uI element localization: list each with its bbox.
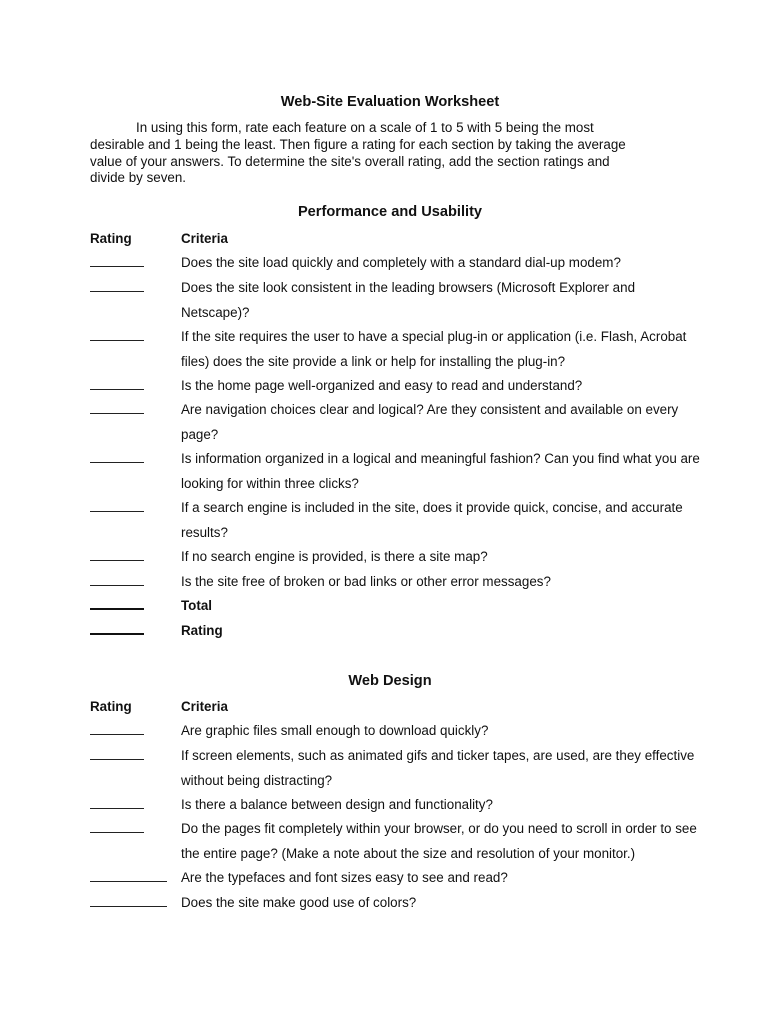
- criteria-text: Are graphic files small enough to download quickly?: [181, 723, 489, 738]
- rating-blank[interactable]: [90, 511, 144, 512]
- criteria-text: Is the home page well-organized and easy to read and understand?: [181, 378, 583, 393]
- rating-column-header: Rating: [90, 231, 132, 246]
- criteria-text: If the site requires the user to have a special plug-in or application (i.e. Flash, Acrobat files) does the site provide a link or help for installing the plug-in?: [181, 329, 687, 369]
- total-blank[interactable]: [90, 608, 144, 610]
- criteria-text: Does the site make good use of colors?: [181, 895, 417, 910]
- section-title-performance-usability: Performance and Usability: [297, 204, 483, 220]
- rating-blank[interactable]: [90, 462, 144, 463]
- criteria-text: Is there a balance between design and functionality?: [181, 797, 493, 812]
- rating-column-header: Rating: [90, 699, 132, 714]
- total-label: Total: [181, 598, 212, 613]
- rating-blank[interactable]: [90, 560, 144, 561]
- rating-blank[interactable]: [90, 266, 144, 267]
- section-rating-blank[interactable]: [90, 633, 144, 635]
- document-title: Web-Site Evaluation Worksheet: [280, 94, 500, 110]
- rating-blank[interactable]: [90, 585, 144, 586]
- rating-blank[interactable]: [90, 734, 144, 735]
- criteria-text: Is information organized in a logical and meaningful fashion? Can you find what you are looking for within three clicks?: [181, 451, 700, 491]
- rating-blank[interactable]: [90, 340, 144, 341]
- rating-blank[interactable]: [90, 808, 144, 809]
- criteria-text: Does the site look consistent in the leading browsers (Microsoft Explorer and Netscape)?: [181, 280, 636, 320]
- intro-paragraph: In using this form, rate each feature on a scale of 1 to 5 with 5 being the most desirable and 1 being the least. Then figure a rating for each section by taking the average value of your answers. To determine the site's overall rating, add the section ratings and divide by seven.: [90, 120, 626, 186]
- criteria-text: Are the typefaces and font sizes easy to see and read?: [181, 870, 508, 885]
- criteria-text: Does the site load quickly and completely with a standard dial-up modem?: [181, 255, 621, 270]
- rating-blank[interactable]: [90, 906, 167, 907]
- criteria-text: Do the pages fit completely within your browser, or do you need to scroll in order to see the entire page? (Make a note about the size and resolution of your monitor.): [181, 821, 697, 861]
- section-rating-label: Rating: [181, 623, 223, 638]
- rating-blank[interactable]: [90, 413, 144, 414]
- criteria-text: If screen elements, such as animated gifs and ticker tapes, are used, are they effective without being distracting?: [181, 748, 695, 788]
- criteria-text: Is the site free of broken or bad links or other error messages?: [181, 574, 551, 589]
- rating-blank[interactable]: [90, 759, 144, 760]
- rating-blank[interactable]: [90, 291, 144, 292]
- criteria-text: If a search engine is included in the site, does it provide quick, concise, and accurate results?: [181, 500, 683, 540]
- criteria-column-header: Criteria: [181, 231, 228, 246]
- rating-blank[interactable]: [90, 389, 144, 390]
- criteria-text: If no search engine is provided, is there a site map?: [181, 549, 488, 564]
- rating-blank[interactable]: [90, 881, 167, 882]
- criteria-column-header: Criteria: [181, 699, 228, 714]
- criteria-text: Are navigation choices clear and logical? Are they consistent and available on every page?: [181, 402, 679, 442]
- rating-blank[interactable]: [90, 832, 144, 833]
- section-title-web-design: Web Design: [348, 673, 432, 689]
